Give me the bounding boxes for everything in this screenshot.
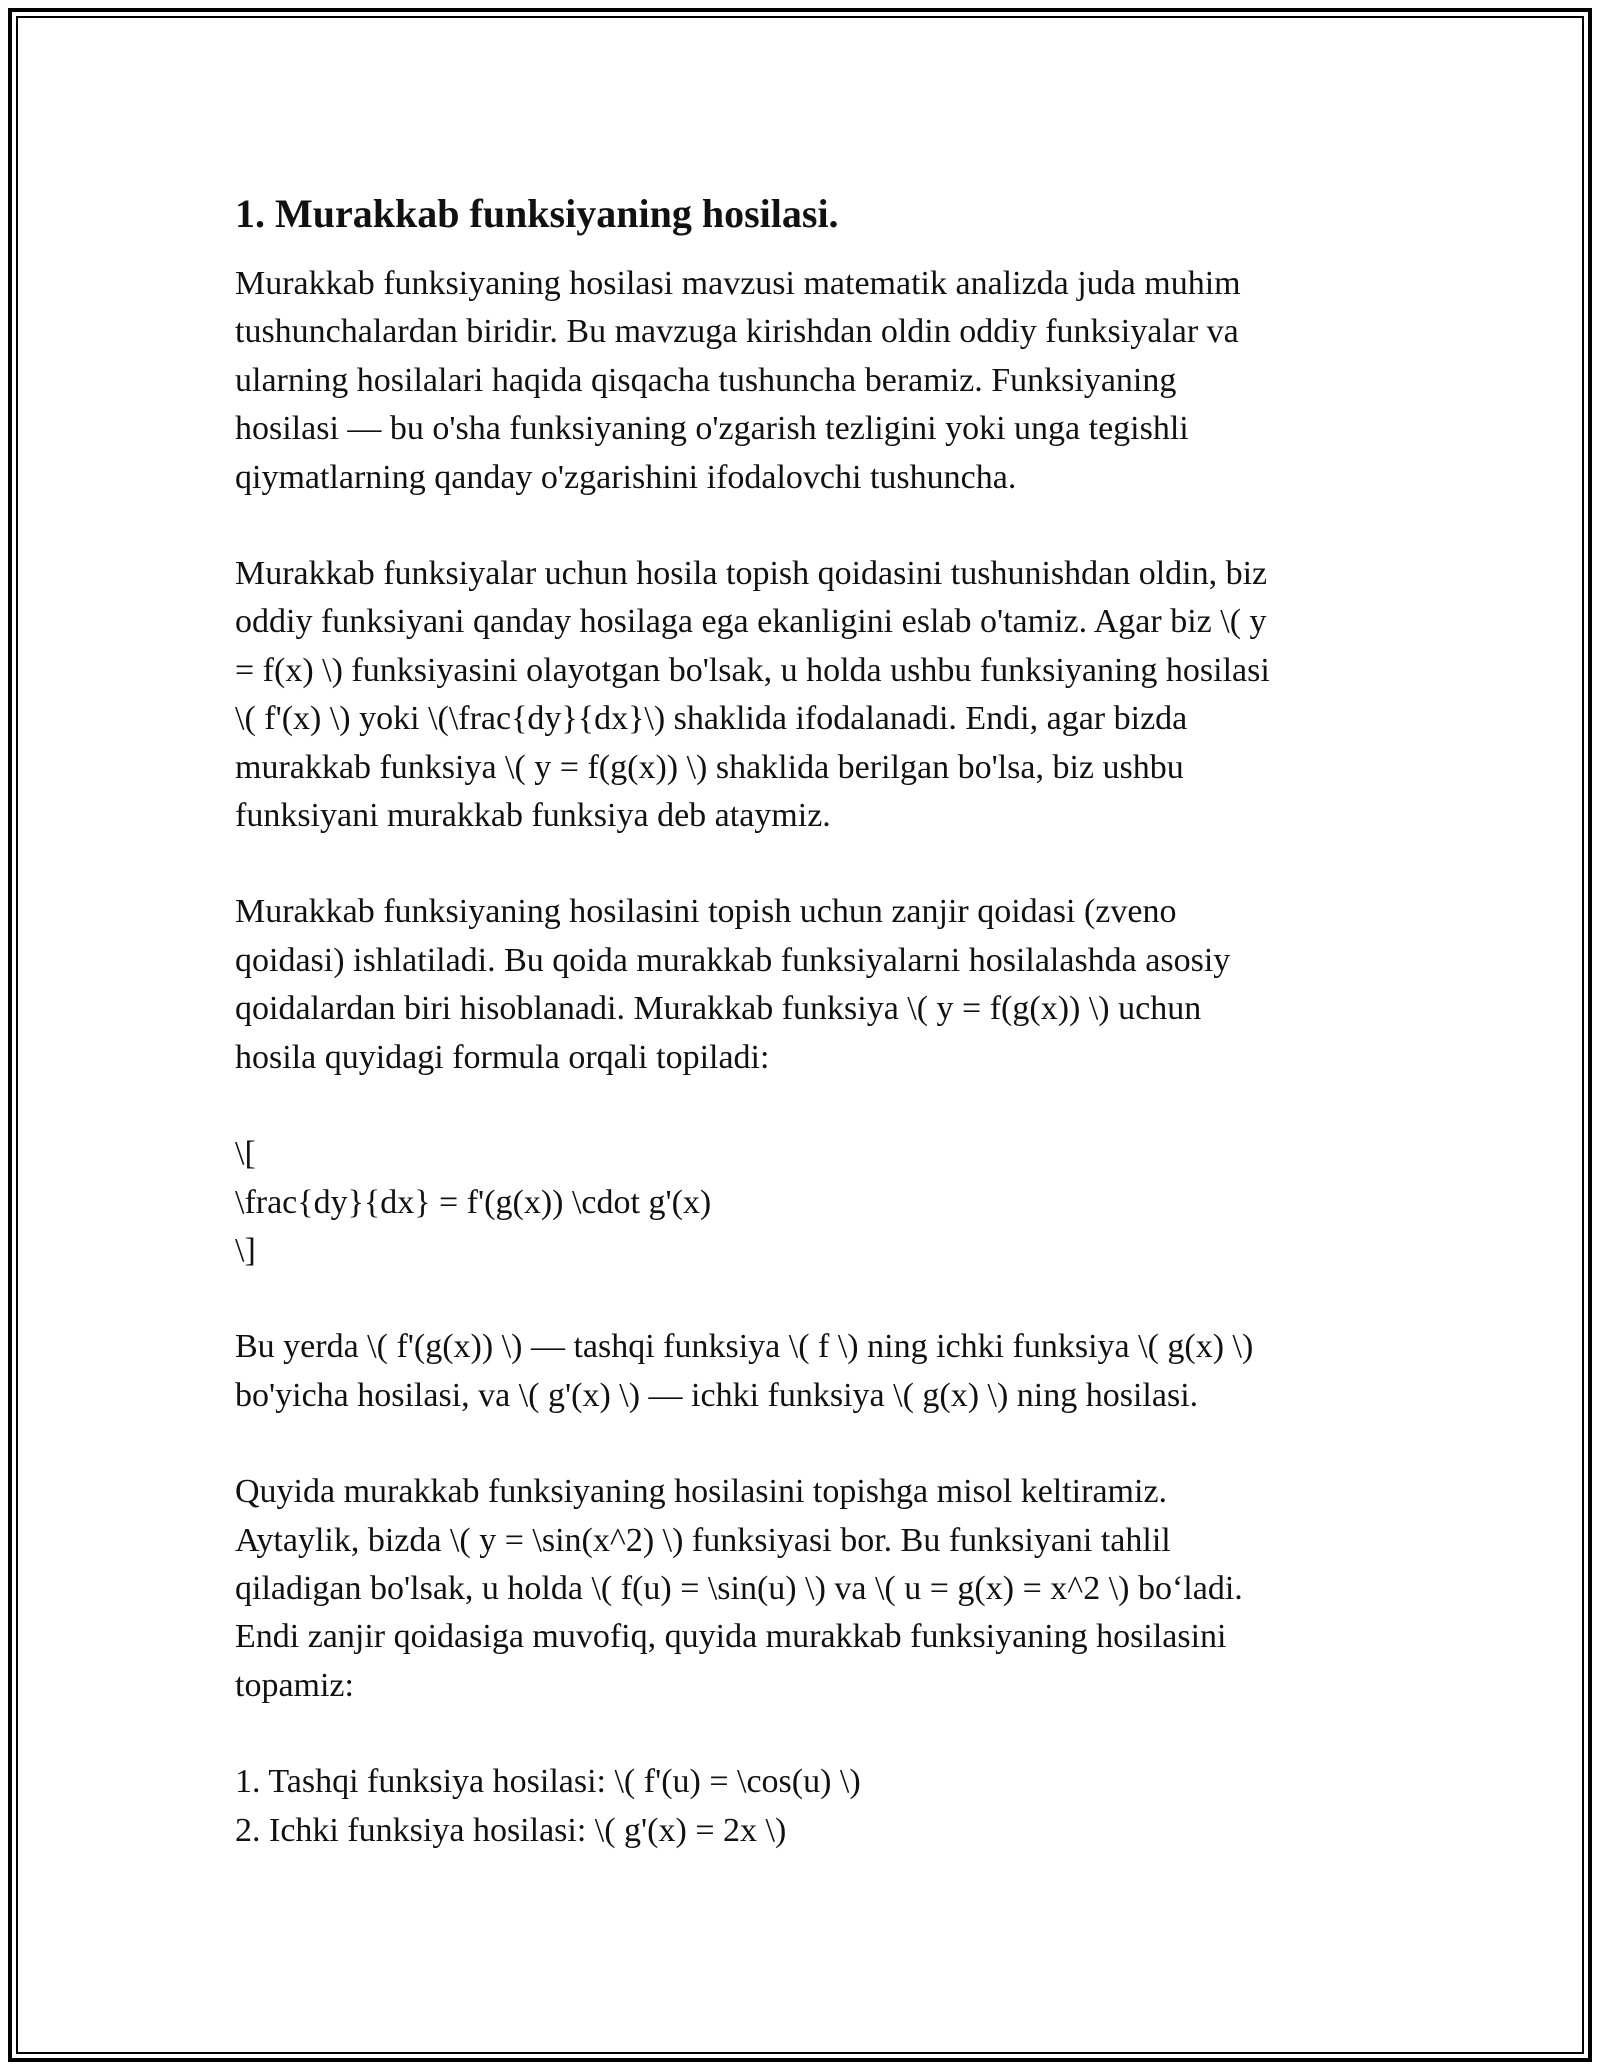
text-line: hosilasi — bu o'sha funksiyaning o'zgarish tezligini yoki unga tegishli [235,410,1189,448]
paragraph-example [235,1468,1365,1710]
paragraph-simple-derivative [235,550,1365,840]
document-body [235,188,1365,1903]
text-line: Murakkab funksiyaning hosilasi mavzusi matematik analizda juda muhim [235,265,1241,302]
text-line: hosila quyidagi formula orqali topiladi: [235,1038,770,1076]
paragraph-intro [235,260,1365,502]
text-line: Murakkab funksiyalar uchun hosila topish qoidasini tushunishdan oldin, biz [235,555,1268,593]
text-line: Quyida murakkab funksiyaning hosilasini topishga misol keltiramiz. [235,1473,1168,1511]
text-line: qoidalardan biri hisoblanadi. Murakkab funksiya \( y = f(g(x)) \) uchun [235,990,1202,1028]
text-line: Aytaylik, bizda \( y = \sin(x^2) \) funksiyasi bor. Bu funksiyani tahlil [235,1521,1171,1559]
text-line: qiladigan bo'lsak, u holda \( f(u) = \sin(u) \) va \( u = g(x) = x^2 \) bo‘ladi. [235,1569,1243,1607]
text-line: \( f'(x) \) yoki \(\frac{dy}{dx}\) shaklida ifodalanadi. Endi, agar bizda [235,700,1188,738]
formula-block [235,1130,1365,1275]
text-line: funksiyani murakkab funksiya deb ataymiz. [235,797,831,835]
text-line: Murakkab funksiyaning hosilasini topish uchun zanjir qoidasi (zveno [235,893,1177,931]
paragraph-explanation [235,1323,1365,1420]
text-line: Endi zanjir qoidasiga muvofiq, quyida murakkab funksiyaning hosilasini [235,1618,1227,1656]
section-heading: 1. Murakkab funksiyaning hosilasi. [235,191,839,236]
text-line: bo'yicha hosilasi, va \( g'(x) \) — ichki funksiya \( g(x) \) ning hosilasi. [235,1376,1199,1414]
text-line: qoidasi) ishlatiladi. Bu qoida murakkab funksiyalarni hosilalashda asosiy [235,941,1231,979]
text-line: tushunchalardan biridir. Bu mavzuga kirishdan oldin oddiy funksiyalar va [235,313,1239,351]
list-item: 2. Ichki funksiya hosilasi: \( g'(x) = 2x \) [235,1811,787,1849]
text-line: ularning hosilalari haqida qisqacha tushuncha beramiz. Funksiyaning [235,361,1177,399]
text-line: qiymatlarning qanday o'zgarishini ifodalovchi tushuncha. [235,458,1017,496]
numbered-steps [235,1758,1365,1855]
text-line: topamiz: [235,1666,354,1704]
list-item: 1. Tashqi funksiya hosilasi: \( f'(u) = \cos(u) \) [235,1763,861,1801]
formula-line: \frac{dy}{dx} = f'(g(x)) \cdot g'(x) [235,1183,712,1221]
paragraph-chain-rule [235,888,1365,1082]
text-line: murakkab funksiya \( y = f(g(x)) \) shaklida berilgan bo'lsa, biz ushbu [235,748,1184,786]
text-line: oddiy funksiyani qanday hosilaga ega ekanligini eslab o'tamiz. Agar biz \( y [235,603,1267,641]
text-line: Bu yerda \( f'(g(x)) \) — tashqi funksiya \( f \) ning ichki funksiya \( g(x) \) [235,1328,1254,1366]
formula-line: \[ [235,1135,256,1173]
formula-line: \] [235,1231,256,1269]
text-line: = f(x) \) funksiyasini olayotgan bo'lsak, u holda ushbu funksiyaning hosilasi [235,651,1270,689]
